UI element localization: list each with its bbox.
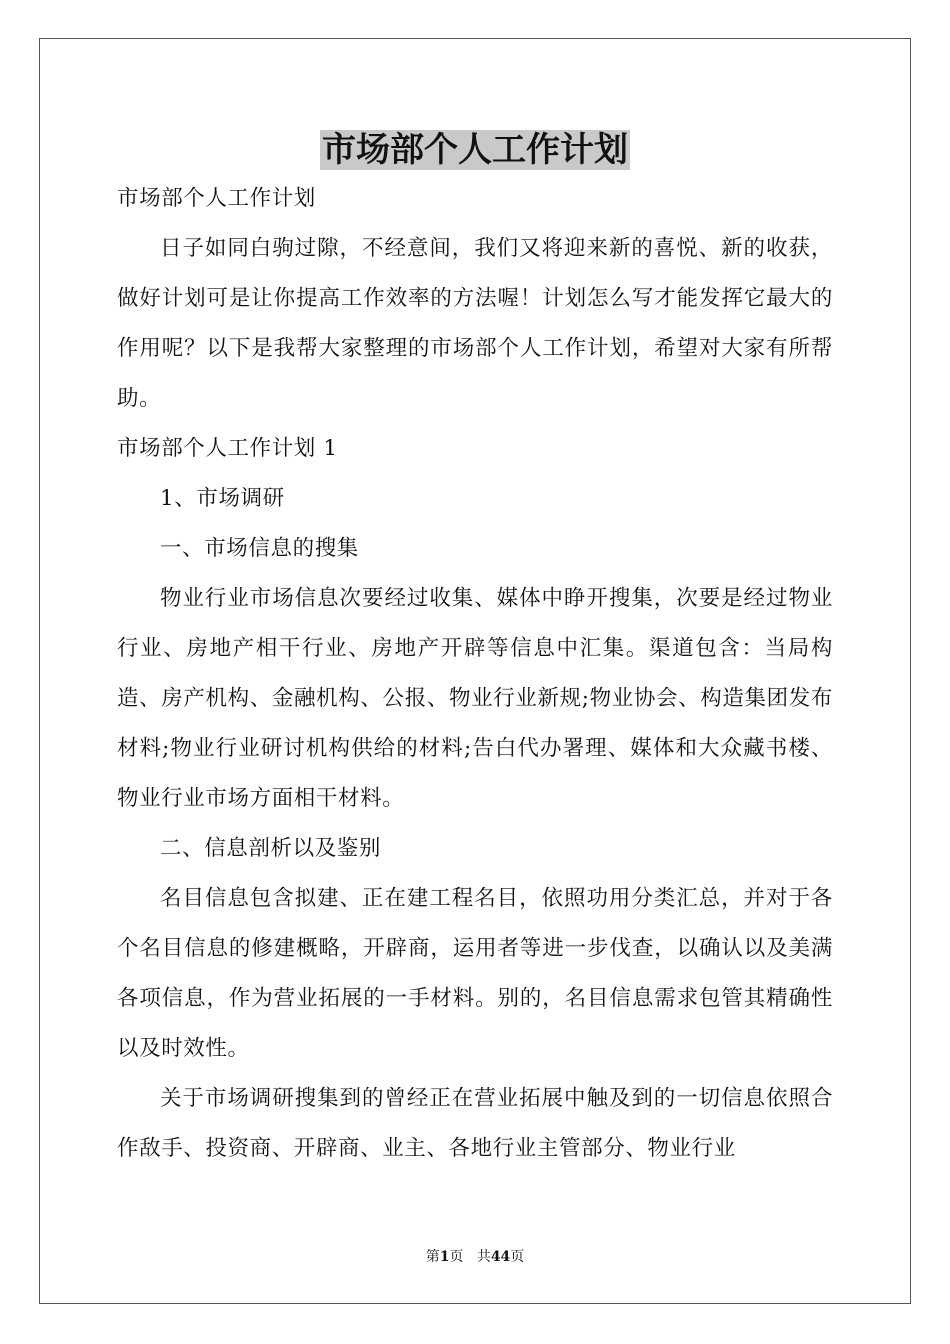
document-title-text: 市场部个人工作计划 [322, 130, 628, 170]
document-body [117, 174, 833, 1174]
paragraph: 名目信息包含拟建、正在建工程名目，依照功用分类汇总，并对于各个名目信息的修建概略，开辟商，运用者等进一步伐查，以确认以及美满各项信息，作为营业拓展的一手材料。别的，名目信息需求包管其精确性以及时效性。 [117, 886, 833, 1061]
footer-page-number: 1 [439, 1249, 450, 1265]
footer-page-unit: 页 [449, 1249, 464, 1265]
footer-total-prefix: 共 [476, 1249, 491, 1265]
paragraph: 日子如同白驹过隙，不经意间，我们又将迎来新的喜悦、新的收获，做好计划可是让你提高工作效率的方法喔！计划怎么写才能发挥它最大的作用呢？以下是我帮大家整理的市场部个人工作计划，希望对大家有所帮助。 [117, 236, 833, 411]
paragraph: 市场部个人工作计划 [117, 186, 316, 211]
footer-page-prefix: 第 [425, 1249, 440, 1265]
paragraph: 物业行业市场信息次要经过收集、媒体中睁开搜集，次要是经过物业行业、房地产相干行业、房地产开辟等信息中汇集。渠道包含：当局构造、房产机构、金融机构、公报、物业行业新规;物业协会、构造集团发布材料;物业行业研讨机构供给的材料;告白代办署理、媒体和大众藏书楼、物业行业市场方面相干材料。 [117, 586, 833, 811]
paragraph: 二、信息剖析以及鉴别 [160, 836, 382, 861]
paragraph: 1、市场调研 [160, 486, 285, 511]
paragraph: 关于市场调研搜集到的曾经正在营业拓展中触及到的一切信息依照合作敌手、投资商、开辟商、业主、各地行业主管部分、物业行业 [117, 1086, 833, 1161]
footer-total-pages: 44 [490, 1249, 511, 1265]
page-footer [0, 1247, 950, 1267]
footer-total-unit: 页 [510, 1249, 525, 1265]
paragraph: 市场部个人工作计划 1 [117, 436, 338, 461]
document-title [0, 127, 950, 173]
paragraph: 一、市场信息的搜集 [160, 536, 359, 561]
